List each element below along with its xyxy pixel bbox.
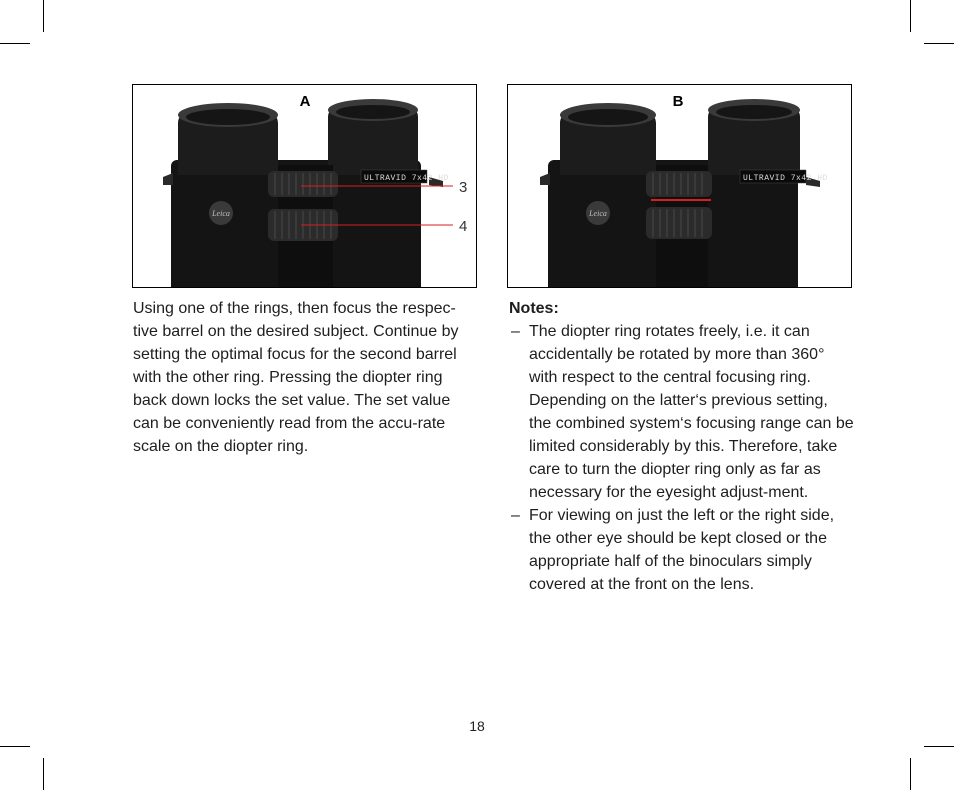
figure-a (132, 84, 477, 288)
instruction-paragraph: Using one of the rings, then focus the respec-tive barrel on the desired subject. Continue by setting the optimal focus for the second barrel with the other ring. Pressing the diopter ring back down locks the set value. The set value can be conveniently read from the accu-rate scale on the diopter ring. (133, 300, 459, 455)
binoculars-image (508, 85, 852, 288)
crop-mark (910, 0, 911, 32)
brand-logo: Leica (212, 209, 230, 218)
notes-list (509, 320, 854, 596)
note-item: – For viewing on just the left or the right side, the other eye should be kept closed or the appropriate half of the binoculars simply covered at the front on the lens. (509, 504, 854, 596)
red-indicator-band (651, 199, 711, 201)
crop-mark (0, 43, 30, 44)
crop-mark (924, 43, 954, 44)
model-label: ULTRAVID 7x42 HD (743, 174, 828, 183)
right-column (509, 297, 854, 596)
figure-letter: A (299, 93, 311, 110)
crop-mark (0, 746, 30, 747)
crop-mark (910, 758, 911, 790)
crop-mark (924, 746, 954, 747)
crop-mark (43, 758, 44, 790)
model-label: ULTRAVID 7x42 HD (364, 174, 449, 183)
brand-logo: Leica (589, 209, 607, 218)
callout-number-3: 3 (459, 179, 468, 196)
notes-title: Notes: (509, 300, 559, 317)
figure-b (507, 84, 852, 288)
callout-number-4: 4 (459, 218, 468, 235)
left-column (133, 297, 478, 458)
page-number: 18 (469, 718, 485, 734)
crop-mark (43, 0, 44, 32)
binoculars-image (133, 85, 477, 288)
note-item: – The diopter ring rotates freely, i.e. it can accidentally be rotated by more than 360° with respect to the central focusing ring. Depending on the latter‘s previous setting, the combined system‘s focusing range can be limited considerably by this. Therefore, take care to turn the diopter ring only as far as necessary for the eyesight adjust-ment. (509, 320, 854, 504)
figure-letter: B (672, 93, 684, 110)
